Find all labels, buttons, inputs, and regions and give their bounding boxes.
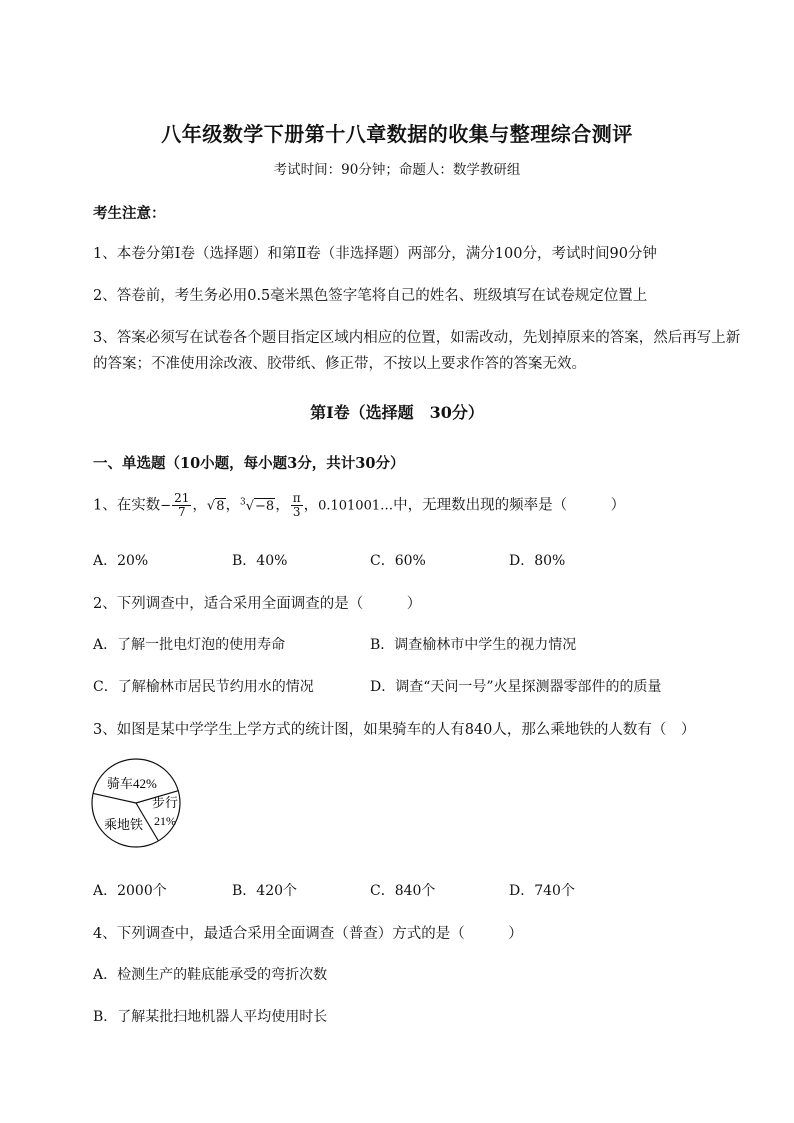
question-2: 2、下列调查中，适合采用全面调查的是（ ） (93, 596, 422, 612)
pie-label-cycling: 骑车42% (107, 776, 157, 791)
q2-option-c[interactable]: C．了解榆林市居民节约用水的情况 (93, 679, 314, 695)
q1-sep-4: ， (303, 497, 319, 514)
q3-option-b[interactable]: B．420个 (232, 883, 298, 899)
notice-item-3-cont: 的答案；不准使用涂改液、胶带纸、修正带，不按以上要求作答的答案无效。 (93, 356, 586, 372)
question-4: 4、下列调查中，最适合采用全面调查（普查）方式的是（ ） (93, 926, 523, 942)
q1-f2-num: π (292, 491, 301, 505)
q1-sqrt-val: 8 (216, 498, 225, 514)
pie-divider-1 (93, 793, 136, 803)
q1-cbrt (240, 499, 275, 514)
q1-fraction-1 (172, 492, 191, 519)
part-heading: 一、单选题（10小题，每小题3分，共计30分） (93, 455, 405, 472)
sqrt-sign: √ (206, 498, 216, 514)
q1-sep-3: ， (275, 497, 290, 514)
q3-option-c[interactable]: C．840个 (370, 883, 436, 899)
q1-cbrt-index: 3 (240, 497, 246, 508)
q1-sep-1: ， (192, 497, 207, 514)
pie-label-subway: 乘地铁 (104, 817, 144, 832)
q1-f1-den: 7 (177, 505, 186, 519)
q2-option-a[interactable]: A．了解一批电灯泡的使用寿命 (93, 637, 286, 653)
q2-option-b[interactable]: B．调查榆林市中学生的视力情况 (370, 637, 577, 653)
q3-option-d[interactable]: D．740个 (509, 883, 575, 899)
question-3: 3、如图是某中学学生上学方式的统计图，如果骑车的人有840人，那么乘地铁的人数有（ ） (93, 722, 696, 738)
pie-chart (90, 756, 190, 856)
q1-option-c[interactable]: C．60% (370, 553, 426, 569)
q1-option-d[interactable]: D．80% (509, 553, 566, 569)
notice-item-2: 2、答卷前，考生务必用0.5毫米黑色签字笔将自己的姓名、班级填写在试卷规定位置上 (93, 288, 648, 304)
q1-cbrt-val: −8 (255, 498, 275, 514)
page-title: 八年级数学下册第十八章数据的收集与整理综合测评 (161, 122, 633, 146)
q4-option-a[interactable]: A．检测生产的鞋底能承受的弯折次数 (93, 967, 328, 983)
q3-option-a[interactable]: A．2000个 (93, 883, 167, 899)
notice-item-3: 3、答案必须写在试卷各个题目指定区域内相应的位置，如需改动，先划掉原来的答案，然后再写上新 (93, 330, 741, 346)
section-title: 第Ⅰ卷（选择题 30分） (310, 403, 484, 422)
q1-option-a[interactable]: A．20% (93, 553, 149, 569)
q1-prefix: 1、在实数 (93, 497, 161, 514)
q1-minus: − (160, 498, 172, 514)
q1-sep-2: ， (225, 497, 240, 514)
pie-label-walking: 步行 (152, 795, 179, 810)
notice-heading: 考生注意： (93, 205, 166, 222)
cbrt-sign: √ (245, 498, 255, 514)
q1-suffix: 中，无理数出现的频率是（ ） (393, 497, 626, 514)
notice-item-1: 1、本卷分第Ⅰ卷（选择题）和第Ⅱ卷（非选择题）两部分，满分100分，考试时间90分钟 (93, 246, 657, 262)
question-1 (93, 492, 625, 519)
q1-sqrt (207, 498, 226, 514)
exam-info: 考试时间：90分钟；命题人：数学教研组 (273, 162, 521, 178)
q1-fraction-2 (291, 492, 303, 519)
q4-option-b[interactable]: B．了解某批扫地机器人平均使用时长 (93, 1009, 328, 1025)
q1-f2-den: 3 (292, 505, 301, 519)
q1-decimal: 0.101001… (318, 498, 394, 514)
q1-f1-num: 21 (174, 491, 190, 505)
q1-option-b[interactable]: B．40% (232, 553, 288, 569)
q2-option-d[interactable]: D．调查“天问一号”火星探测器零部件的的质量 (370, 679, 662, 695)
pie-label-walking-pct: 21% (154, 814, 176, 828)
